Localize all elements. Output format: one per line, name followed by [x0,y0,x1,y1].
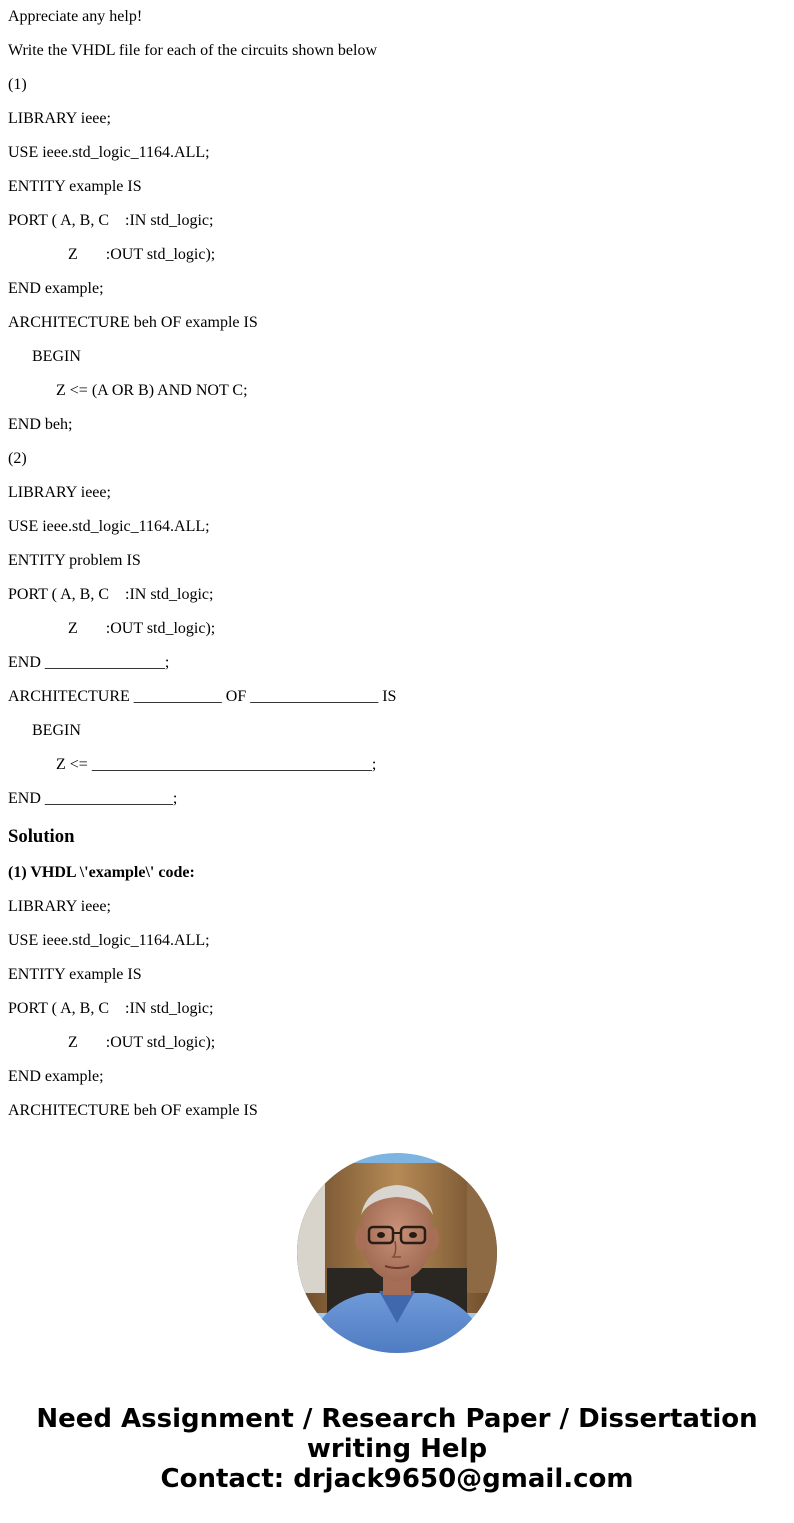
code-line: PORT ( A, B, C :IN std_logic; [8,212,214,229]
code-line: LIBRARY ieee; [8,898,111,915]
contact-email[interactable]: Contact: drjack9650@gmail.com [160,1464,634,1494]
question-line: (2) [8,450,27,467]
code-line: USE ieee.std_logic_1164.ALL; [8,518,210,535]
code-line: ENTITY example IS [8,966,142,983]
code-line: ARCHITECTURE beh OF example IS [8,314,258,331]
code-line: Z :OUT std_logic); [8,1034,216,1051]
code-line: USE ieee.std_logic_1164.ALL; [8,144,210,161]
code-line: END example; [8,280,104,297]
code-line: USE ieee.std_logic_1164.ALL; [8,932,210,949]
solution-section [8,826,788,1120]
code-line: BEGIN [8,722,81,739]
solution-subheading: (1) VHDL \'example\' code: [8,864,195,881]
code-line: PORT ( A, B, C :IN std_logic; [8,586,214,603]
question-section [8,8,788,808]
code-line: ENTITY problem IS [8,552,141,569]
promo-line: writing Help [306,1434,488,1464]
solution-heading: Solution [8,826,75,847]
code-line: Z :OUT std_logic); [8,246,216,263]
code-line: Z :OUT std_logic); [8,620,216,637]
code-line: Z <= ___________________________________; [8,756,377,773]
question-line: Write the VHDL file for each of the circuits shown below [8,42,378,59]
code-line: PORT ( A, B, C :IN std_logic; [8,1000,214,1017]
person-photo-avatar-icon [297,1153,497,1353]
code-line: LIBRARY ieee; [8,110,111,127]
question-line: (1) [8,76,27,93]
code-line: Z <= (A OR B) AND NOT C; [8,382,248,399]
promo-line: Need Assignment / Research Paper / Dissertation [36,1404,758,1434]
code-line: ENTITY example IS [8,178,142,195]
code-line: END _______________; [8,654,170,671]
code-line: ARCHITECTURE ___________ OF ________________ IS [8,688,397,705]
document-body [8,0,788,1120]
code-line: LIBRARY ieee; [8,484,111,501]
promo-banner [0,1404,794,1494]
code-line: END example; [8,1068,104,1085]
code-line: END ________________; [8,790,178,807]
code-line: ARCHITECTURE beh OF example IS [8,1102,258,1119]
avatar-photo [297,1153,497,1353]
code-line: BEGIN [8,348,81,365]
question-line: Appreciate any help! [8,8,143,25]
code-line: END beh; [8,416,73,433]
